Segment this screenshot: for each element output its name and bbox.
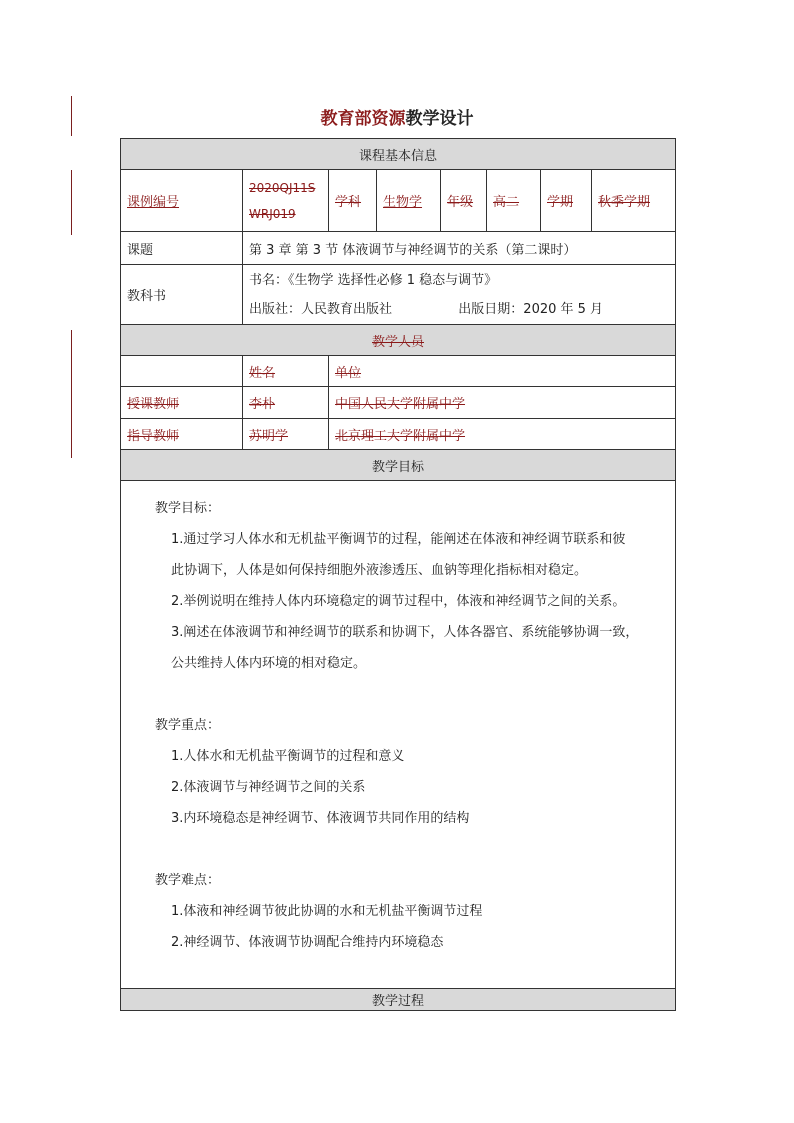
- case-no-line2: WRJ019: [249, 206, 296, 221]
- course-info-header: 课程基本信息: [121, 139, 676, 170]
- staff-name: 苏明学: [243, 419, 329, 450]
- textbook-info: [243, 265, 676, 325]
- topic-label: 课题: [121, 232, 243, 265]
- staff-col-name: 姓名: [243, 356, 329, 387]
- staff-role: 指导教师: [121, 419, 243, 450]
- title-red-part: 教育部资源: [320, 109, 406, 129]
- staff-header: 教学人员: [121, 325, 676, 356]
- book-name: 书名：《生物学 选择性必修 1 稳态与调节》: [249, 272, 498, 288]
- revision-bar: [71, 330, 72, 458]
- goals-title: 教学目标：: [155, 501, 221, 516]
- revision-bar: [71, 170, 72, 235]
- goal-item: 1.通过学习人体水和无机盐平衡调节的过程，能阐述在体液和神经调节联系和彼: [171, 532, 626, 547]
- difficulties-title: 教学难点：: [155, 873, 221, 888]
- goal-item: 3.阐述在体液调节和神经调节的联系和协调下，人体各器官、系统能够协调一致，: [171, 625, 639, 640]
- publisher-line: [249, 295, 669, 324]
- objectives-body: [121, 481, 676, 989]
- lesson-table: [120, 138, 676, 1011]
- textbook-label: 教科书: [121, 265, 243, 325]
- difficulty: 1.体液和神经调节彼此协调的水和无机盐平衡调节过程: [171, 904, 483, 919]
- case-no-label: 课例编号: [121, 170, 243, 232]
- term-value: 秋季学期: [592, 170, 676, 232]
- publisher: 出版社：人民教育出版社: [249, 301, 393, 317]
- key-point: 1.人体水和无机盐平衡调节的过程和意义: [171, 749, 405, 764]
- difficulty: 2.神经调节、体液调节协调配合维持内环境稳态: [171, 935, 444, 950]
- key-point: 2.体液调节与神经调节之间的关系: [171, 780, 366, 795]
- staff-unit: 北京理工大学附属中学: [329, 419, 676, 450]
- term-label: 学期: [541, 170, 592, 232]
- staff-role: 授课教师: [121, 387, 243, 419]
- subject-label: 学科: [329, 170, 377, 232]
- grade-label: 年级: [441, 170, 487, 232]
- grade-value: 高二: [487, 170, 541, 232]
- goal-item: 2.举例说明在维持人体内环境稳定的调节过程中，体液和神经调节之间的关系。: [171, 594, 626, 609]
- staff-unit: 中国人民大学附属中学: [329, 387, 676, 419]
- staff-name: 李朴: [243, 387, 329, 419]
- key-points-title: 教学重点：: [155, 718, 221, 733]
- title-black-part: 教学设计: [405, 109, 474, 129]
- topic-value: 第 3 章 第 3 节 体液调节与神经调节的关系（第二课时）: [243, 232, 676, 265]
- goal-item-continued: 此协调下，人体是如何保持细胞外液渗透压、血钠等理化指标相对稳定。: [171, 563, 588, 578]
- page-title: [0, 104, 794, 129]
- subject-value: 生物学: [377, 170, 441, 232]
- key-point: 3.内环境稳态是神经调节、体液调节共同作用的结构: [171, 811, 470, 826]
- process-header: 教学过程: [121, 989, 676, 1011]
- case-no-line1: 2020QJ11S: [249, 180, 316, 195]
- objectives-header: 教学目标: [121, 450, 676, 481]
- goal-item-continued: 公共维持人体内环境的相对稳定。: [171, 656, 367, 671]
- staff-col-unit: 单位: [329, 356, 676, 387]
- case-no-value: [243, 170, 329, 232]
- publish-date: 出版日期：2020 年 5 月: [458, 301, 604, 317]
- staff-corner: [121, 356, 243, 387]
